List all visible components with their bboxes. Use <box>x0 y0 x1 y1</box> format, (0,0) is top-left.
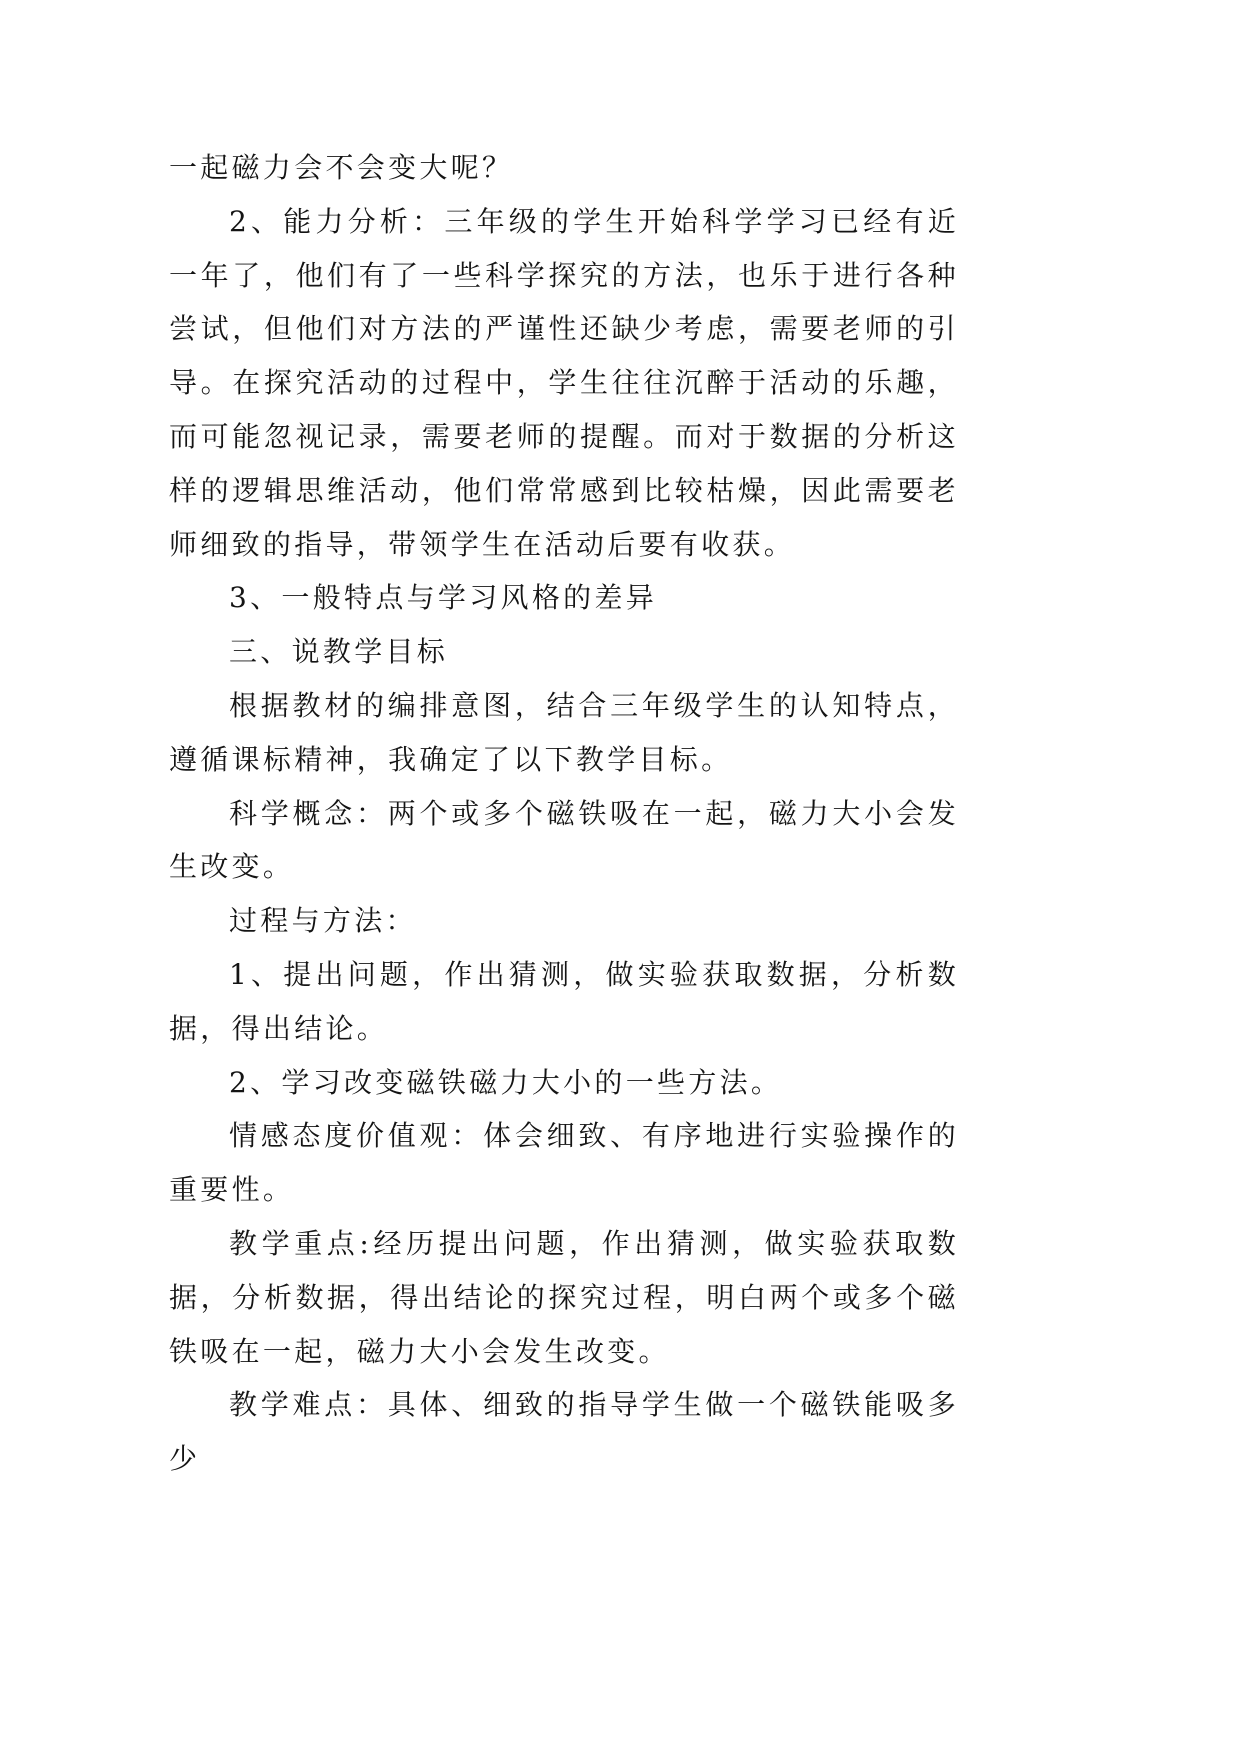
paragraph-learning-style: 3、一般特点与学习风格的差异 <box>229 581 658 615</box>
paragraph-continuation: 一起磁力会不会变大呢？ <box>169 151 514 184</box>
paragraph-process-method-heading: 过程与方法： <box>229 904 417 938</box>
paragraph-science-concept: 科学概念：两个或多个磁铁吸在一起，磁力大小会发生改变。 <box>169 796 959 884</box>
paragraph-goals-intro: 根据教材的编排意图，结合三年级学生的认知特点，遵循课标精神，我确定了以下教学目标。 <box>169 688 959 776</box>
paragraph-method-1: 1、提出问题，作出猜测，做实验获取数据，分析数据，得出结论。 <box>169 957 959 1045</box>
paragraph-ability-analysis: 2、能力分析：三年级的学生开始科学学习已经有近一年了，他们有了一些科学探究的方法，也乐于进行各种尝试，但他们对方法的严谨性还缺少考虑，需要老师的引导。在探究活动的过程中，学生往往沉醉于活动的乐趣，而可能忽视记录，需要老师的提醒。而对于数据的分析这样的逻辑思维活动，他们常常感到比较枯燥，因此需要老师细致的指导，带领学生在活动后要有收获。 <box>169 204 959 561</box>
paragraph-method-2: 2、学习改变磁铁磁力大小的一些方法。 <box>229 1065 783 1099</box>
section-heading-teaching-goals: 三、说教学目标 <box>229 635 449 669</box>
paragraph-teaching-difficulty: 教学难点：具体、细致的指导学生做一个磁铁能吸多少 <box>169 1388 959 1476</box>
document-body <box>169 141 959 1486</box>
paragraph-teaching-focus: 教学重点:经历提出问题，作出猜测，做实验获取数据，分析数据，得出结论的探究过程，明白两个或多个磁铁吸在一起，磁力大小会发生改变。 <box>169 1226 959 1368</box>
paragraph-attitude-values: 情感态度价值观：体会细致、有序地进行实验操作的重要性。 <box>169 1119 959 1207</box>
